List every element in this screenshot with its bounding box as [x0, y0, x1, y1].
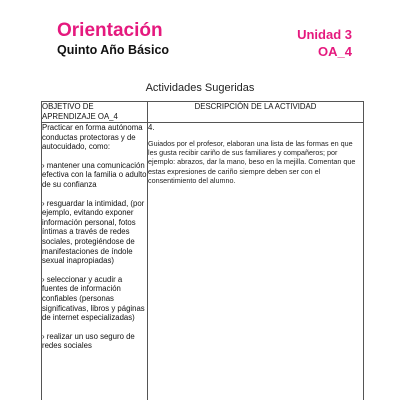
objective-item: › resguardar la intimidad, (por ejemplo, evitando exponer información personal, fotos íntimas a través de redes sociales, protegiéndose de manifestaciones de índole sexual inapropiadas) [42, 198, 145, 266]
activity-number: 4. [148, 123, 155, 132]
page-header [0, 0, 400, 70]
objective-item: › realizar un uso seguro de redes sociales [42, 331, 135, 351]
description-cell [148, 123, 364, 400]
table-row [42, 123, 364, 400]
description-column-header: DESCRIPCIÓN DE LA ACTIVIDAD [148, 102, 364, 123]
objective-item: › seleccionar y acudir a fuentes de información confiables (personas significativas, libros y páginas de internet especializadas) [42, 274, 145, 323]
objective-column-header: OBJETIVO DE APRENDIZAJE OA_4 [42, 102, 148, 123]
activity-description: Guiados por el profesor, elaboran una lista de las formas en que les gusta recibir cariño de sus familiares y compañeros; por ejemplo: abrazos, dar la mano, beso en la mejilla. Comentan que estas expresiones de cariño siempre deben ser con el consentimiento del alumno. [148, 138, 356, 186]
grade-level: Quinto Año Básico [57, 43, 170, 57]
unit-label: Unidad 3 [297, 27, 352, 42]
table-header-row [42, 102, 364, 123]
section-title: Actividades Sugeridas [145, 82, 255, 94]
activities-table [41, 101, 364, 400]
objective-code: OA_4 [318, 44, 352, 59]
objective-item: › mantener una comunicación efectiva con la familia o adulto de su confianza [42, 160, 147, 189]
objective-intro: Practicar en forma autónoma conductas protectoras y de autocuidado, como: [42, 123, 143, 152]
objective-cell [42, 123, 148, 400]
subject-title: Orientación [57, 20, 163, 41]
